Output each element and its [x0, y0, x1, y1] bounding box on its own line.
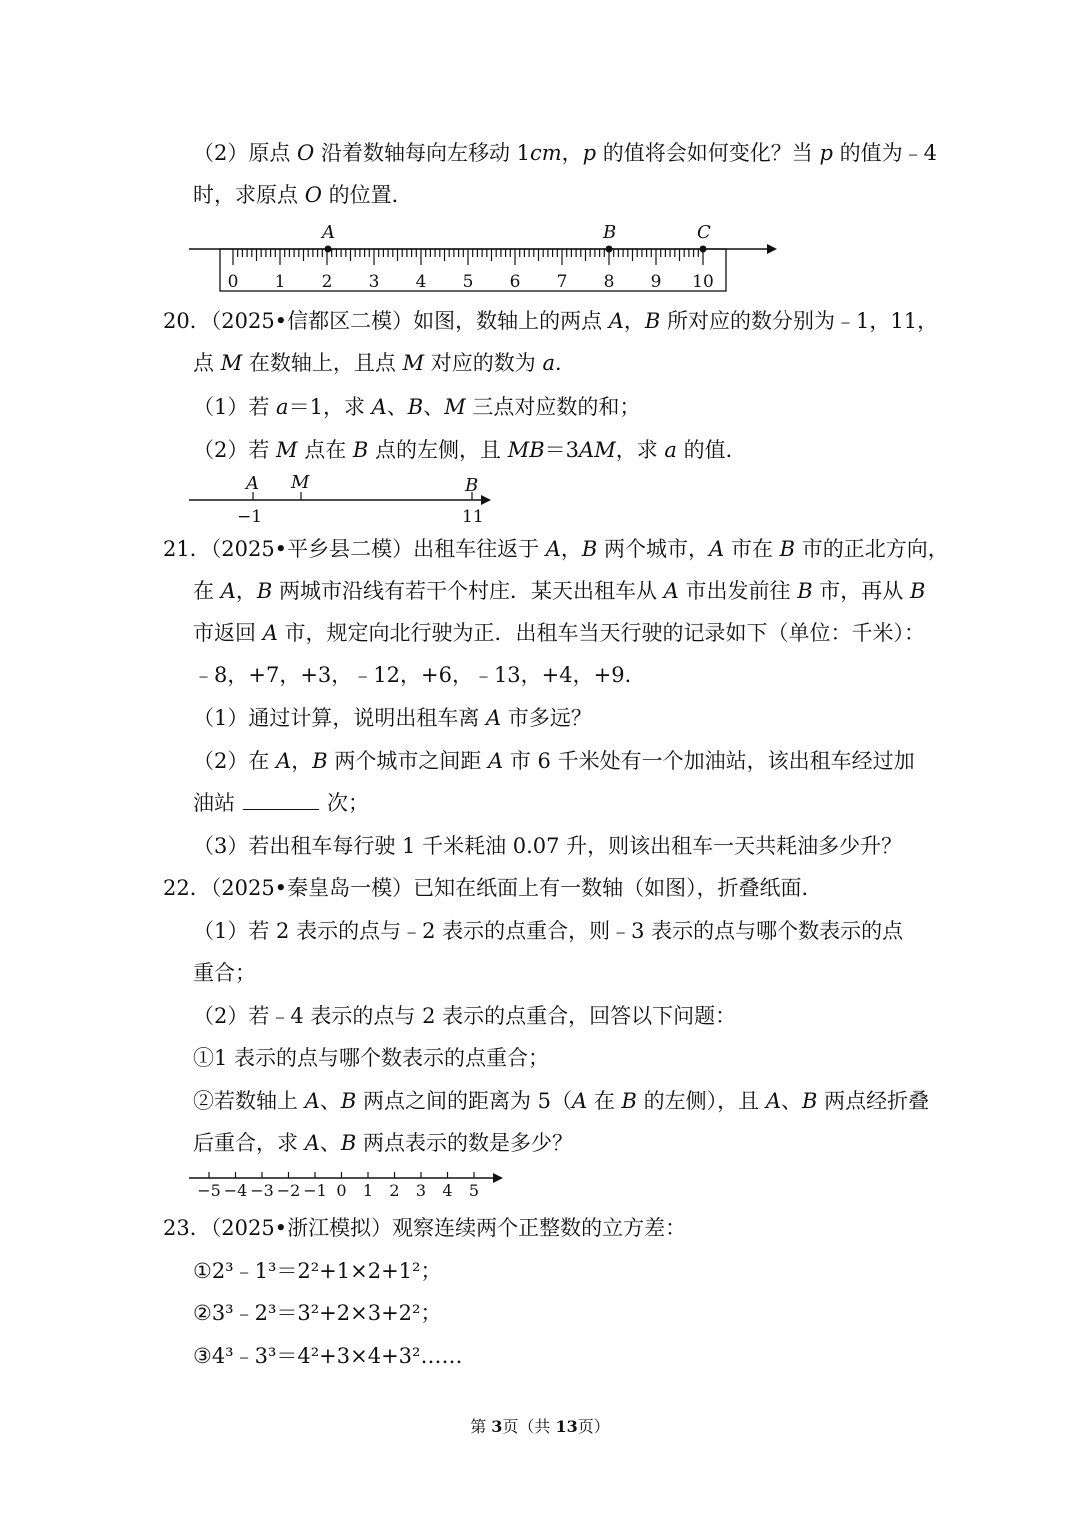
q22-axis-label: 3 — [415, 1181, 427, 1200]
ruler-labels — [228, 272, 714, 292]
q23-eq2: ②3³﹣2³＝3²+2×3+2²； — [193, 1301, 442, 1325]
q22-part2: （2）若﹣4 表示的点与 2 表示的点重合，回答以下问题： — [193, 1004, 737, 1028]
point-A-dot — [325, 246, 332, 253]
q22-number: 22． — [163, 876, 211, 900]
q22-part1-line2: 重合； — [193, 961, 256, 985]
point-B-label: B — [603, 222, 617, 243]
q21-part1: （1）通过计算，说明出租车离 A 市多远？ — [193, 706, 592, 730]
q20-part1: （1）若 a＝1，求 A、B、M 三点对应数的和； — [193, 395, 641, 419]
ruler-label: 4 — [415, 272, 427, 292]
q20-value-B: 11 — [462, 507, 484, 526]
q19-ruler-figure — [185, 218, 785, 296]
q20-label-M: M — [291, 472, 310, 493]
q22-axis-label: 5 — [468, 1181, 480, 1200]
q22-axis-label: 1 — [362, 1181, 374, 1200]
q21-line4: ﹣8，+7，+3，﹣12，+6，﹣13，+4，+9． — [193, 663, 646, 687]
q22-sub2-line2: 后重合，求 A、B 两点表示的数是多少？ — [193, 1131, 573, 1155]
ruler-label: 10 — [692, 272, 714, 292]
q20-value-A: −1 — [237, 507, 263, 526]
q22-axis-label: 2 — [389, 1181, 400, 1200]
ruler-label: 3 — [368, 272, 380, 292]
q20-number-line-figure — [185, 472, 505, 526]
q22-axis-label: −1 — [303, 1181, 327, 1200]
q19-part2-line1: （2）原点 O 沿着数轴每向左移动 1cm，p 的值将会如何变化？当 p 的值为﹣4 — [193, 141, 937, 165]
ruler-label: 5 — [462, 272, 474, 292]
q22-axis-label: −3 — [250, 1181, 274, 1200]
q23-eq3: ③4³﹣3³＝4²+3×4+3²…… — [193, 1344, 463, 1368]
q20-number: 20． — [163, 309, 211, 333]
q22-axis-label: −4 — [223, 1181, 248, 1200]
ruler-label: 9 — [650, 272, 662, 292]
q21-part2-line1: （2）在 A，B 两个城市之间距 A 市 6 千米处有一个加油站，该出租车经过加 — [193, 749, 915, 773]
q22-axis-label: −5 — [197, 1181, 221, 1200]
ruler-ticks — [233, 249, 703, 265]
point-B-dot — [606, 246, 613, 253]
ruler-label: 0 — [227, 272, 239, 292]
q21-part3: （3）若出租车每行驶 1 千米耗油 0.07 升，则该出租车一天共耗油多少升？ — [193, 834, 903, 858]
q22-axis-label: 0 — [336, 1181, 347, 1200]
total-pages: 13 — [555, 1417, 578, 1436]
ruler-label: 7 — [556, 272, 568, 292]
q20-arrowhead — [481, 495, 491, 505]
q21-line2: 在 A，B 两城市沿线有若干个村庄．某天出租车从 A 市出发前往 B 市，再从 B — [193, 579, 926, 603]
ruler-label: 6 — [509, 272, 521, 292]
page-footer: 第 3页（共 13页） — [470, 1417, 610, 1436]
q21-line3: 市返回 A 市，规定向北行驶为正．出租车当天行驶的记录如下（单位：千米）： — [193, 621, 926, 645]
q22-number-line-figure — [185, 1166, 515, 1202]
q19-part2-line2: 时，求原点 O 的位置． — [193, 183, 413, 207]
q21-part2-line2: 油站 次； — [193, 791, 369, 815]
ruler-label: 1 — [274, 272, 286, 292]
q21-answer-blank[interactable] — [243, 789, 319, 810]
ruler-arrowhead — [767, 244, 777, 254]
current-page: 3 — [491, 1417, 503, 1436]
ruler-label: 2 — [321, 272, 333, 292]
q22-sub2-line1: ②若数轴上 A、B 两点之间的距离为 5（A 在 B 的左侧），且 A、B 两点经折叠 — [193, 1089, 930, 1113]
point-C-dot — [700, 246, 707, 253]
q23-eq1: ①2³﹣1³＝2²+1×2+1²； — [193, 1259, 442, 1283]
q22-arrowhead — [493, 1173, 503, 1183]
q21-number: 21． — [163, 537, 211, 561]
q20-line2: 点 M 在数轴上，且点 M 对应的数为 a． — [193, 351, 576, 375]
q22-axis-label: −2 — [276, 1181, 301, 1200]
q23-line1: 23．（2025•浙江模拟）观察连续两个正整数的立方差： — [163, 1216, 687, 1240]
q22-labels — [197, 1181, 479, 1200]
q22-line1: 22．（2025•秦皇岛一模）已知在纸面上有一数轴（如图），折叠纸面． — [163, 876, 823, 900]
point-A-label: A — [322, 222, 335, 243]
q22-ticks — [209, 1172, 474, 1178]
q22-axis-label: 4 — [442, 1181, 453, 1200]
q20-label-A: A — [246, 473, 259, 494]
ruler-label: 8 — [603, 272, 615, 292]
q22-sub1: ①1 表示的点与哪个数表示的点重合； — [193, 1046, 550, 1070]
q23-number: 23． — [163, 1216, 211, 1240]
q20-part2: （2）若 M 点在 B 点的左侧，且 MB＝3AM，求 a 的值． — [193, 438, 747, 462]
q22-part1-line1: （1）若 2 表示的点与﹣2 表示的点重合，则﹣3 表示的点与哪个数表示的点 — [193, 919, 904, 943]
q20-line1: 20．（2025•信都区二模）如图，数轴上的两点 A，B 所对应的数分别为﹣1，11， — [163, 309, 939, 333]
q21-line1: 21．（2025•平乡县二模）出租车往返于 A，B 两个城市，A 市在 B 市的正北方向， — [163, 537, 949, 561]
q20-label-B: B — [465, 475, 479, 496]
point-C-label: C — [697, 222, 711, 243]
